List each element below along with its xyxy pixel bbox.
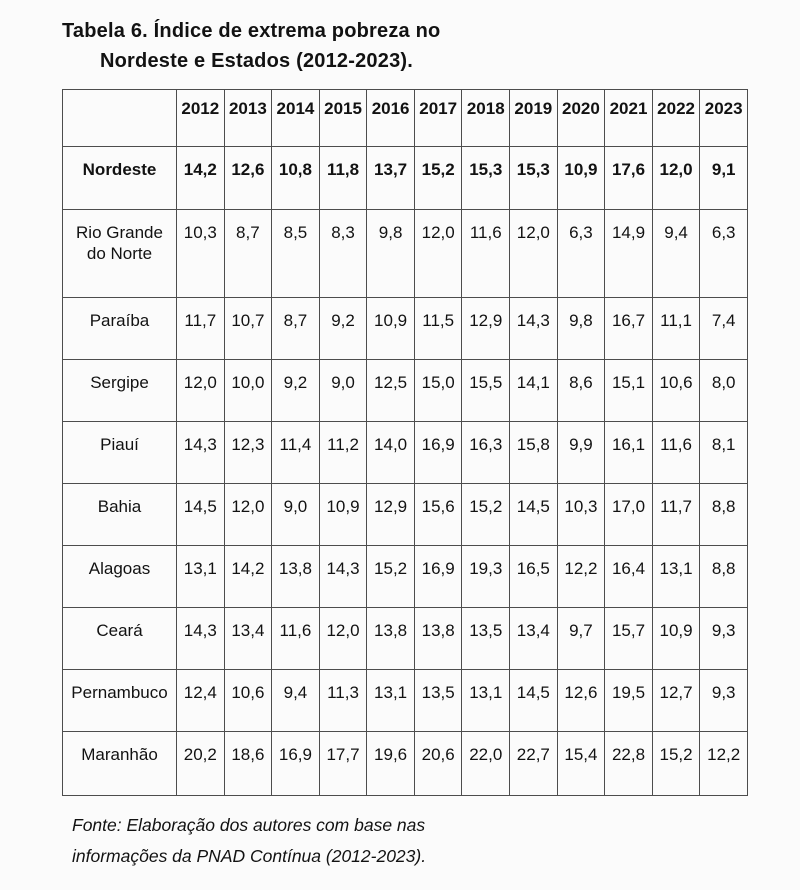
value-cell: 13,7 bbox=[367, 147, 415, 210]
value-cell: 14,3 bbox=[510, 298, 558, 360]
value-cell: 15,2 bbox=[367, 546, 415, 608]
table-row bbox=[63, 608, 748, 670]
row-label: Paraíba bbox=[63, 298, 177, 360]
value-cell: 19,6 bbox=[367, 732, 415, 796]
value-cell: 19,3 bbox=[462, 546, 510, 608]
value-cell: 11,6 bbox=[272, 608, 320, 670]
value-cell: 14,5 bbox=[510, 670, 558, 732]
value-cell: 9,7 bbox=[557, 608, 605, 670]
value-cell: 13,8 bbox=[272, 546, 320, 608]
value-cell: 10,3 bbox=[557, 484, 605, 546]
value-cell: 8,8 bbox=[700, 484, 748, 546]
table-row bbox=[63, 546, 748, 608]
row-label: Sergipe bbox=[63, 360, 177, 422]
value-cell: 11,7 bbox=[177, 298, 225, 360]
value-cell: 10,9 bbox=[319, 484, 367, 546]
year-header-cell: 2017 bbox=[414, 90, 462, 147]
value-cell: 16,3 bbox=[462, 422, 510, 484]
value-cell: 15,1 bbox=[605, 360, 653, 422]
year-header-cell: 2020 bbox=[557, 90, 605, 147]
table-header bbox=[63, 90, 748, 147]
value-cell: 11,1 bbox=[652, 298, 700, 360]
value-cell: 9,0 bbox=[319, 360, 367, 422]
value-cell: 10,9 bbox=[652, 608, 700, 670]
value-cell: 15,6 bbox=[414, 484, 462, 546]
table-title-line1: Tabela 6. Índice de extrema pobreza no bbox=[62, 20, 441, 42]
value-cell: 12,2 bbox=[700, 732, 748, 796]
value-cell: 14,5 bbox=[177, 484, 225, 546]
value-cell: 12,0 bbox=[319, 608, 367, 670]
value-cell: 11,3 bbox=[319, 670, 367, 732]
value-cell: 10,7 bbox=[224, 298, 272, 360]
value-cell: 8,6 bbox=[557, 360, 605, 422]
table-row bbox=[63, 298, 748, 360]
header-row bbox=[63, 90, 748, 147]
value-cell: 14,3 bbox=[177, 608, 225, 670]
value-cell: 11,5 bbox=[414, 298, 462, 360]
corner-cell bbox=[63, 90, 177, 147]
value-cell: 8,1 bbox=[700, 422, 748, 484]
value-cell: 16,4 bbox=[605, 546, 653, 608]
value-cell: 15,3 bbox=[510, 147, 558, 210]
value-cell: 12,0 bbox=[652, 147, 700, 210]
row-label: Nordeste bbox=[63, 147, 177, 210]
row-label: Alagoas bbox=[63, 546, 177, 608]
value-cell: 15,7 bbox=[605, 608, 653, 670]
value-cell: 13,1 bbox=[462, 670, 510, 732]
value-cell: 11,8 bbox=[319, 147, 367, 210]
value-cell: 22,8 bbox=[605, 732, 653, 796]
value-cell: 11,2 bbox=[319, 422, 367, 484]
value-cell: 9,3 bbox=[700, 608, 748, 670]
table-title bbox=[62, 16, 800, 76]
value-cell: 12,6 bbox=[557, 670, 605, 732]
value-cell: 16,1 bbox=[605, 422, 653, 484]
value-cell: 13,4 bbox=[510, 608, 558, 670]
source-note-line1: Fonte: Elaboração dos autores com base nas bbox=[72, 815, 426, 835]
value-cell: 10,6 bbox=[652, 360, 700, 422]
year-header-cell: 2014 bbox=[272, 90, 320, 147]
table-row bbox=[63, 670, 748, 732]
value-cell: 9,2 bbox=[319, 298, 367, 360]
year-header-cell: 2013 bbox=[224, 90, 272, 147]
value-cell: 15,3 bbox=[462, 147, 510, 210]
value-cell: 16,9 bbox=[414, 546, 462, 608]
value-cell: 12,4 bbox=[177, 670, 225, 732]
year-header-cell: 2021 bbox=[605, 90, 653, 147]
table-row bbox=[63, 210, 748, 298]
value-cell: 19,5 bbox=[605, 670, 653, 732]
value-cell: 14,9 bbox=[605, 210, 653, 298]
row-label: Ceará bbox=[63, 608, 177, 670]
value-cell: 10,3 bbox=[177, 210, 225, 298]
value-cell: 14,0 bbox=[367, 422, 415, 484]
poverty-table bbox=[62, 89, 748, 796]
value-cell: 11,4 bbox=[272, 422, 320, 484]
table-title-line2: Nordeste e Estados (2012-2023). bbox=[100, 50, 414, 72]
value-cell: 10,0 bbox=[224, 360, 272, 422]
value-cell: 8,8 bbox=[700, 546, 748, 608]
value-cell: 16,9 bbox=[272, 732, 320, 796]
value-cell: 12,9 bbox=[462, 298, 510, 360]
source-note-line2: informações da PNAD Contínua (2012-2023). bbox=[72, 846, 427, 866]
value-cell: 17,6 bbox=[605, 147, 653, 210]
value-cell: 8,5 bbox=[272, 210, 320, 298]
value-cell: 20,6 bbox=[414, 732, 462, 796]
table-row bbox=[63, 360, 748, 422]
value-cell: 12,0 bbox=[510, 210, 558, 298]
value-cell: 13,1 bbox=[652, 546, 700, 608]
year-header-cell: 2015 bbox=[319, 90, 367, 147]
value-cell: 15,2 bbox=[652, 732, 700, 796]
value-cell: 12,5 bbox=[367, 360, 415, 422]
year-header-cell: 2019 bbox=[510, 90, 558, 147]
year-header-cell: 2022 bbox=[652, 90, 700, 147]
value-cell: 10,8 bbox=[272, 147, 320, 210]
value-cell: 13,8 bbox=[367, 608, 415, 670]
value-cell: 16,9 bbox=[414, 422, 462, 484]
year-header-cell: 2023 bbox=[700, 90, 748, 147]
table-row bbox=[63, 422, 748, 484]
value-cell: 9,9 bbox=[557, 422, 605, 484]
value-cell: 17,0 bbox=[605, 484, 653, 546]
value-cell: 13,1 bbox=[367, 670, 415, 732]
value-cell: 9,8 bbox=[367, 210, 415, 298]
year-header-cell: 2012 bbox=[177, 90, 225, 147]
value-cell: 15,4 bbox=[557, 732, 605, 796]
value-cell: 9,2 bbox=[272, 360, 320, 422]
value-cell: 9,0 bbox=[272, 484, 320, 546]
value-cell: 20,2 bbox=[177, 732, 225, 796]
row-label: Pernambuco bbox=[63, 670, 177, 732]
table-body bbox=[63, 147, 748, 796]
value-cell: 9,4 bbox=[652, 210, 700, 298]
value-cell: 18,6 bbox=[224, 732, 272, 796]
value-cell: 22,7 bbox=[510, 732, 558, 796]
value-cell: 10,6 bbox=[224, 670, 272, 732]
value-cell: 12,7 bbox=[652, 670, 700, 732]
value-cell: 16,7 bbox=[605, 298, 653, 360]
table-row bbox=[63, 484, 748, 546]
source-note bbox=[72, 810, 800, 872]
value-cell: 13,8 bbox=[414, 608, 462, 670]
value-cell: 11,7 bbox=[652, 484, 700, 546]
value-cell: 15,5 bbox=[462, 360, 510, 422]
value-cell: 15,2 bbox=[462, 484, 510, 546]
value-cell: 13,5 bbox=[462, 608, 510, 670]
table-row bbox=[63, 147, 748, 210]
value-cell: 9,1 bbox=[700, 147, 748, 210]
value-cell: 13,4 bbox=[224, 608, 272, 670]
row-label: Bahia bbox=[63, 484, 177, 546]
value-cell: 11,6 bbox=[462, 210, 510, 298]
value-cell: 8,0 bbox=[700, 360, 748, 422]
value-cell: 12,6 bbox=[224, 147, 272, 210]
value-cell: 15,0 bbox=[414, 360, 462, 422]
row-label: Rio Grande do Norte bbox=[63, 210, 177, 298]
value-cell: 8,3 bbox=[319, 210, 367, 298]
value-cell: 17,7 bbox=[319, 732, 367, 796]
value-cell: 10,9 bbox=[367, 298, 415, 360]
row-label: Piauí bbox=[63, 422, 177, 484]
value-cell: 14,3 bbox=[177, 422, 225, 484]
value-cell: 12,0 bbox=[224, 484, 272, 546]
value-cell: 15,8 bbox=[510, 422, 558, 484]
value-cell: 9,8 bbox=[557, 298, 605, 360]
value-cell: 14,3 bbox=[319, 546, 367, 608]
value-cell: 8,7 bbox=[272, 298, 320, 360]
value-cell: 8,7 bbox=[224, 210, 272, 298]
value-cell: 7,4 bbox=[700, 298, 748, 360]
value-cell: 12,0 bbox=[177, 360, 225, 422]
value-cell: 10,9 bbox=[557, 147, 605, 210]
value-cell: 13,1 bbox=[177, 546, 225, 608]
value-cell: 22,0 bbox=[462, 732, 510, 796]
value-cell: 9,3 bbox=[700, 670, 748, 732]
year-header-cell: 2016 bbox=[367, 90, 415, 147]
value-cell: 12,9 bbox=[367, 484, 415, 546]
value-cell: 6,3 bbox=[700, 210, 748, 298]
value-cell: 14,2 bbox=[224, 546, 272, 608]
value-cell: 6,3 bbox=[557, 210, 605, 298]
value-cell: 12,2 bbox=[557, 546, 605, 608]
value-cell: 12,0 bbox=[414, 210, 462, 298]
value-cell: 15,2 bbox=[414, 147, 462, 210]
value-cell: 11,6 bbox=[652, 422, 700, 484]
value-cell: 14,5 bbox=[510, 484, 558, 546]
row-label: Maranhão bbox=[63, 732, 177, 796]
value-cell: 14,2 bbox=[177, 147, 225, 210]
table-row bbox=[63, 732, 748, 796]
year-header-cell: 2018 bbox=[462, 90, 510, 147]
value-cell: 9,4 bbox=[272, 670, 320, 732]
value-cell: 13,5 bbox=[414, 670, 462, 732]
value-cell: 12,3 bbox=[224, 422, 272, 484]
value-cell: 16,5 bbox=[510, 546, 558, 608]
value-cell: 14,1 bbox=[510, 360, 558, 422]
